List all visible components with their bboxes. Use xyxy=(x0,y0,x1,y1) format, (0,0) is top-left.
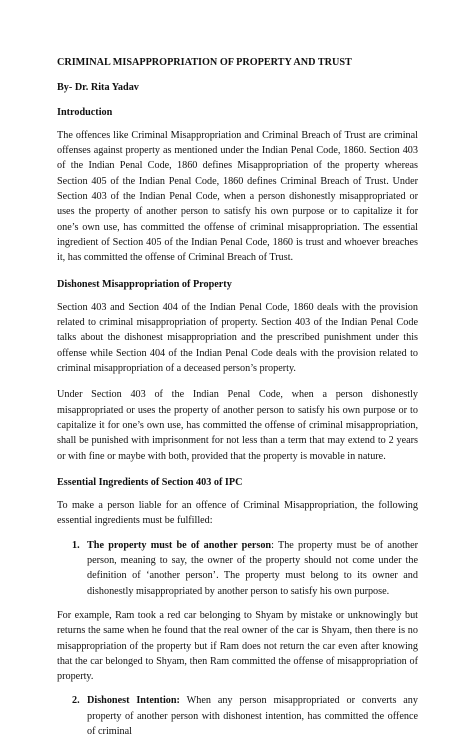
dishonest-misappropriation-paragraph-2: Under Section 403 of the Indian Penal Code, when a person dishonestly misappropriated or uses the property of another person to satisfy his own purpose or to capitalize it for one’s own use, has committed the offense of criminal misappropriation, shall be punished with imprisonment for not less than a term that may extend to 2 years or with fine or maybe with both, provided that the property is movable in nature. xyxy=(57,389,418,462)
document-title: CRIMINAL MISAPPROPRIATION OF PROPERTY AND TRUST xyxy=(57,57,352,68)
list-item-text: : The property must be of another person, meaning to say, the owner of the property should not come under the definition of ‘another person’. The property must belong to its owner and dishonestly misappropriated by another person to satisfy his own purpose. xyxy=(87,539,418,597)
list-item-lead: Dishonest Intention: xyxy=(87,695,180,707)
introduction-paragraph: The offences like Criminal Misappropriation and Criminal Breach of Trust are criminal offenses against property as mentioned under the Indian Penal Code, 1860. Section 403 of the Indian Penal Code, 1860 defines Misappropriation of the property whereas Section 405 of the Indian Penal Code, 1860 defines Criminal Breach of Trust. Under Section 403 of the Indian Penal Code, when a person dishonestly misappropriated or uses the property of another person to satisfy his own purpose or to capitalize it for one’s own use, has committed the offense of criminal misappropriation. The essential ingredient of Section 405 of the Indian Penal Code, 1860 is trust and whoever breaches it, has committed the offense of Criminal Breach of Trust. xyxy=(57,129,418,264)
section-heading-dishonest-misappropriation: Dishonest Misappropriation of Property xyxy=(57,278,232,290)
list-item-number: 2. xyxy=(72,695,80,707)
ingredients-list xyxy=(57,538,418,599)
list-item-number: 1. xyxy=(72,539,80,551)
example-paragraph: For example, Ram took a red car belonging to Shyam by mistake or unknowingly but returns the same when he found that the real owner of the car is Shyam, then there is no misappropriation of the property but if Ram does not return the car even after knowing that the car belonged to Shyam, then Ram committed the offense of misappropriation of property. xyxy=(57,609,418,683)
ingredients-list-continued xyxy=(57,693,418,739)
list-item xyxy=(57,693,418,739)
list-item-text: When any person misappropriated or converts any property of another person with dishonest intention, has committed the offence of criminal xyxy=(87,695,418,737)
list-item xyxy=(57,538,418,599)
section-heading-introduction: Introduction xyxy=(57,106,113,118)
author-byline: By- Dr. Rita Yadav xyxy=(57,82,139,94)
essential-ingredients-intro: To make a person liable for an offence of Criminal Misappropriation, the following essential ingredients must be fulfilled: xyxy=(57,500,418,527)
list-item-lead: The property must be of another person xyxy=(87,539,272,551)
dishonest-misappropriation-paragraph-1: Section 403 and Section 404 of the Indian Penal Code, 1860 deals with the provision related to criminal misappropriation of property. Section 403 of the Indian Penal Code talks about the dishonest misappropriation and the prescribed punishment under this offense while Section 404 of the Indian Penal Code deals with the provision related to criminal misappropriation of a deceased person’s property. xyxy=(57,301,418,375)
section-heading-essential-ingredients: Essential Ingredients of Section 403 of IPC xyxy=(57,476,243,488)
